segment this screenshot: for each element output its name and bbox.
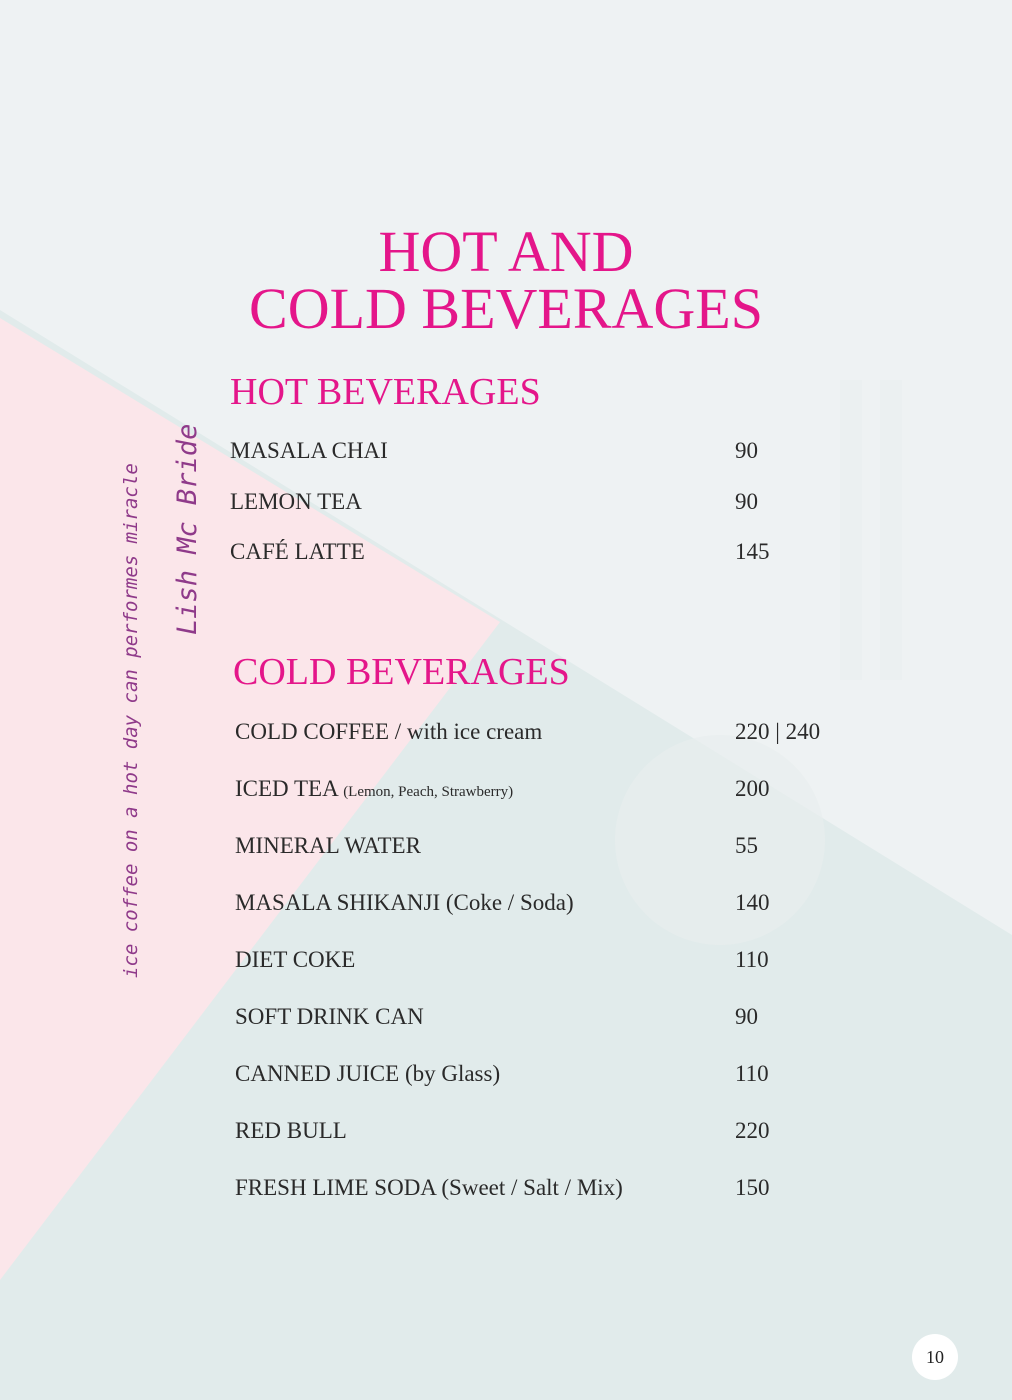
menu-item-price: 55 bbox=[735, 833, 758, 858]
menu-item-name: LEMON TEA bbox=[230, 489, 362, 514]
menu-item-price: 220 bbox=[735, 1118, 770, 1143]
page-title-line-1: HOT AND bbox=[378, 219, 634, 284]
section-heading-hot: HOT BEVERAGES bbox=[230, 371, 541, 413]
menu-item-name: SOFT DRINK CAN bbox=[235, 1004, 424, 1029]
menu-item-note: (Lemon, Peach, Strawberry) bbox=[343, 784, 514, 800]
menu-item-price: 90 bbox=[735, 1004, 758, 1029]
menu-item-name-with-note bbox=[235, 776, 513, 805]
menu-item-price: 90 bbox=[735, 438, 758, 463]
menu-item-price: 145 bbox=[735, 539, 770, 564]
menu-item-name: MINERAL WATER bbox=[235, 833, 421, 858]
menu-item-name: DIET COKE bbox=[235, 947, 356, 972]
menu-item-price: 110 bbox=[735, 947, 769, 972]
menu-item-name: CANNED JUICE (by Glass) bbox=[235, 1061, 501, 1086]
page-title-line-2: COLD BEVERAGES bbox=[249, 276, 763, 341]
menu-item-name: ICED TEA bbox=[235, 776, 338, 801]
page-number: 10 bbox=[912, 1334, 958, 1380]
section-heading-cold: COLD BEVERAGES bbox=[233, 651, 570, 693]
menu-item-name: RED BULL bbox=[235, 1118, 347, 1143]
menu-item-price: 140 bbox=[735, 890, 770, 915]
menu-item-price: 220 | 240 bbox=[735, 719, 821, 744]
quote-text: ice coffee on a hot day can performes miracle bbox=[120, 463, 142, 978]
menu-item-name: COLD COFFEE / with ice cream bbox=[235, 719, 543, 744]
menu-item-price: 200 bbox=[735, 776, 770, 801]
menu-item-name: MASALA SHIKANJI (Coke / Soda) bbox=[235, 890, 574, 915]
menu-item-name: CAFÉ LATTE bbox=[230, 539, 365, 564]
menu-item-name: MASALA CHAI bbox=[230, 438, 388, 463]
menu-item-price: 90 bbox=[735, 489, 758, 514]
menu-item-name: FRESH LIME SODA (Sweet / Salt / Mix) bbox=[235, 1175, 623, 1200]
menu-item-price: 110 bbox=[735, 1061, 769, 1086]
menu-item-price: 150 bbox=[735, 1175, 770, 1200]
quote-author: Lish Mc Bride bbox=[172, 423, 203, 635]
